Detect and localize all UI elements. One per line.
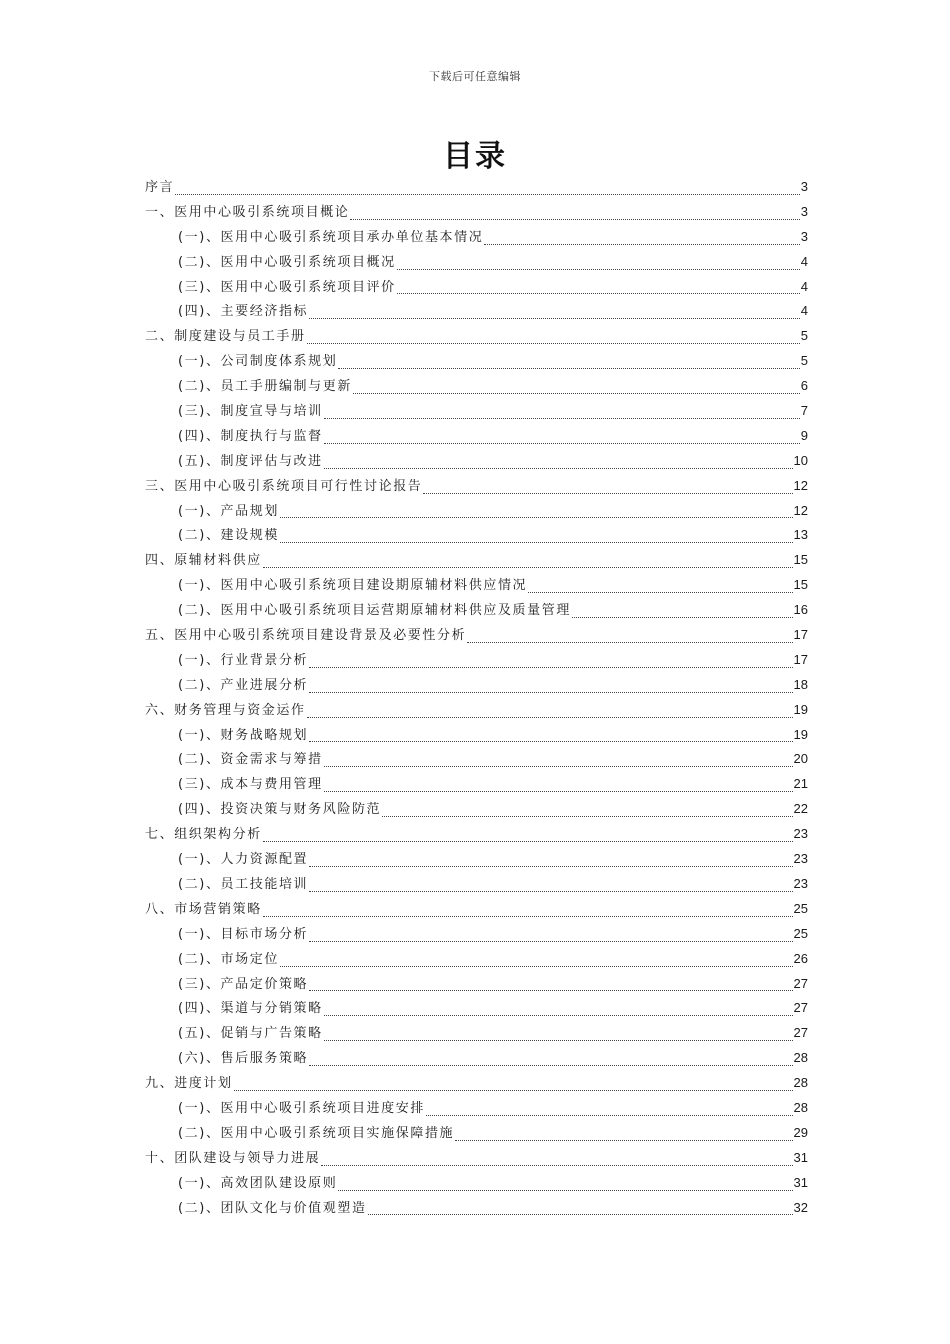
toc-entry-label: (一)、目标市场分析: [178, 926, 309, 942]
toc-entry-page-number: 19: [793, 701, 808, 717]
toc-entry[interactable]: [145, 599, 808, 624]
toc-entry-page-number: 25: [793, 925, 808, 941]
toc-dot-leader: [309, 741, 792, 742]
toc-entry[interactable]: [145, 649, 808, 674]
toc-entry-page-number: 27: [793, 975, 808, 991]
toc-entry-page-number: 4: [800, 303, 808, 319]
toc-entry-page-number: 9: [800, 427, 808, 443]
toc-entry-label: (三)、制度宣导与培训: [178, 404, 323, 420]
toc-entry-label: (五)、制度评估与改进: [178, 453, 323, 469]
toc-dot-leader: [309, 866, 792, 867]
toc-dot-leader: [307, 343, 800, 344]
toc-entry-label: (一)、医用中心吸引系统项目建设期原辅材料供应情况: [178, 578, 528, 594]
toc-entry-page-number: 29: [793, 1124, 808, 1140]
toc-entry-label: 五、医用中心吸引系统项目建设背景及必要性分析: [145, 628, 467, 644]
toc-entry[interactable]: [145, 325, 808, 350]
toc-entry-label: (四)、制度执行与监督: [178, 428, 323, 444]
toc-entry-page-number: 12: [793, 477, 808, 493]
toc-entry[interactable]: [145, 948, 808, 973]
table-of-contents: [145, 176, 808, 1221]
toc-entry-page-number: 5: [800, 328, 808, 344]
toc-entry-label: (一)、产品规划: [178, 503, 279, 519]
toc-dot-leader: [280, 517, 793, 518]
toc-dot-leader: [175, 194, 800, 195]
toc-dot-leader: [309, 941, 792, 942]
toc-entry[interactable]: [145, 400, 808, 425]
toc-entry[interactable]: [145, 176, 808, 201]
toc-entry[interactable]: [145, 923, 808, 948]
toc-entry[interactable]: [145, 300, 808, 325]
toc-entry-page-number: 28: [793, 1050, 808, 1066]
toc-entry[interactable]: [145, 823, 808, 848]
toc-dot-leader: [455, 1140, 792, 1141]
toc-entry-label: 一、医用中心吸引系统项目概论: [145, 204, 350, 220]
toc-dot-leader: [324, 766, 793, 767]
toc-entry-label: (一)、高效团队建设原则: [178, 1175, 338, 1191]
toc-entry-page-number: 27: [793, 1025, 808, 1041]
toc-entry-page-number: 26: [793, 950, 808, 966]
toc-entry-page-number: 10: [793, 452, 808, 468]
toc-entry[interactable]: [145, 475, 808, 500]
toc-dot-leader: [338, 368, 799, 369]
toc-entry-page-number: 31: [793, 1174, 808, 1190]
toc-entry[interactable]: [145, 201, 808, 226]
toc-dot-leader: [321, 1165, 792, 1166]
toc-entry[interactable]: [145, 699, 808, 724]
toc-dot-leader: [324, 468, 793, 469]
toc-entry-page-number: 4: [800, 253, 808, 269]
toc-entry-page-number: 15: [793, 552, 808, 568]
toc-entry[interactable]: [145, 276, 808, 301]
toc-dot-leader: [309, 318, 800, 319]
toc-entry-label: (四)、主要经济指标: [178, 304, 309, 320]
toc-dot-leader: [280, 542, 793, 543]
toc-entry[interactable]: [145, 1172, 808, 1197]
toc-dot-leader: [280, 966, 793, 967]
toc-entry-page-number: 3: [800, 228, 808, 244]
toc-entry[interactable]: [145, 226, 808, 251]
toc-entry[interactable]: [145, 500, 808, 525]
toc-entry[interactable]: [145, 898, 808, 923]
toc-entry-label: 四、原辅材料供应: [145, 553, 262, 569]
toc-dot-leader: [528, 592, 792, 593]
toc-entry-page-number: 27: [793, 1000, 808, 1016]
toc-entry-label: (二)、医用中心吸引系统项目实施保障措施: [178, 1125, 455, 1141]
toc-entry[interactable]: [145, 973, 808, 998]
toc-dot-leader: [382, 816, 792, 817]
page-title: 目录: [443, 139, 507, 174]
toc-entry[interactable]: [145, 1097, 808, 1122]
toc-entry-label: (三)、成本与费用管理: [178, 777, 323, 793]
toc-entry-page-number: 23: [793, 875, 808, 891]
toc-dot-leader: [397, 293, 800, 294]
toc-entry-label: (六)、售后服务策略: [178, 1051, 309, 1067]
toc-entry-page-number: 13: [793, 527, 808, 543]
toc-entry[interactable]: [145, 350, 808, 375]
toc-dot-leader: [324, 418, 800, 419]
toc-entry-label: (一)、公司制度体系规划: [178, 354, 338, 370]
toc-entry-page-number: 6: [800, 378, 808, 394]
toc-entry-page-number: 5: [800, 353, 808, 369]
toc-entry-label: (一)、财务战略规划: [178, 727, 309, 743]
toc-entry-label: (二)、医用中心吸引系统项目运营期原辅材料供应及质量管理: [178, 603, 571, 619]
toc-dot-leader: [324, 443, 800, 444]
toc-entry-page-number: 16: [793, 602, 808, 618]
toc-entry[interactable]: [145, 773, 808, 798]
toc-entry[interactable]: [145, 1072, 808, 1097]
toc-entry[interactable]: [145, 724, 808, 749]
toc-entry[interactable]: [145, 1047, 808, 1072]
toc-entry[interactable]: [145, 375, 808, 400]
toc-entry[interactable]: [145, 798, 808, 823]
toc-entry-page-number: 17: [793, 651, 808, 667]
toc-entry-page-number: 31: [793, 1149, 808, 1165]
toc-entry-label: (一)、医用中心吸引系统项目进度安排: [178, 1100, 425, 1116]
toc-entry[interactable]: [145, 425, 808, 450]
toc-entry-label: (五)、促销与广告策略: [178, 1026, 323, 1042]
toc-dot-leader: [397, 269, 800, 270]
toc-entry[interactable]: [145, 450, 808, 475]
toc-entry-label: (四)、投资决策与财务风险防范: [178, 802, 382, 818]
toc-entry-label: (二)、员工手册编制与更新: [178, 379, 352, 395]
toc-entry-label: (二)、团队文化与价值观塑造: [178, 1200, 367, 1216]
toc-entry[interactable]: [145, 997, 808, 1022]
toc-dot-leader: [324, 1040, 793, 1041]
toc-dot-leader: [423, 493, 792, 494]
toc-entry-label: (二)、建设规模: [178, 528, 279, 544]
toc-entry-label: 七、组织架构分析: [145, 827, 262, 843]
toc-entry[interactable]: [145, 873, 808, 898]
toc-dot-leader: [309, 990, 792, 991]
toc-entry-page-number: 3: [800, 179, 808, 194]
toc-entry-page-number: 15: [793, 577, 808, 593]
toc-entry-page-number: 19: [793, 726, 808, 742]
toc-entry-page-number: 25: [793, 900, 808, 916]
toc-entry-label: (二)、市场定位: [178, 951, 279, 967]
toc-dot-leader: [484, 244, 799, 245]
toc-entry-page-number: 3: [800, 203, 808, 219]
toc-entry-page-number: 23: [793, 851, 808, 867]
toc-entry[interactable]: [145, 674, 808, 699]
toc-dot-leader: [307, 717, 793, 718]
toc-entry-label: (一)、人力资源配置: [178, 852, 309, 868]
toc-entry-label: 序言: [145, 180, 175, 195]
toc-entry[interactable]: [145, 574, 808, 599]
toc-entry[interactable]: [145, 848, 808, 873]
toc-dot-leader: [263, 841, 793, 842]
toc-entry-page-number: 12: [793, 502, 808, 518]
toc-entry[interactable]: [145, 1197, 808, 1222]
toc-dot-leader: [263, 567, 793, 568]
toc-entry-label: 三、医用中心吸引系统项目可行性讨论报告: [145, 478, 423, 494]
toc-dot-leader: [263, 916, 793, 917]
toc-dot-leader: [324, 791, 793, 792]
toc-entry-label: (二)、医用中心吸引系统项目概况: [178, 254, 396, 270]
toc-entry[interactable]: [145, 524, 808, 549]
toc-entry-label: 九、进度计划: [145, 1076, 233, 1092]
toc-entry-label: (三)、产品定价策略: [178, 976, 309, 992]
toc-entry-label: 二、制度建设与员工手册: [145, 329, 306, 345]
toc-dot-leader: [338, 1190, 792, 1191]
toc-entry[interactable]: [145, 1122, 808, 1147]
toc-entry-label: (一)、医用中心吸引系统项目承办单位基本情况: [178, 229, 484, 245]
toc-entry-page-number: 4: [800, 278, 808, 294]
toc-entry-label: (二)、产业进展分析: [178, 677, 309, 693]
toc-entry-page-number: 21: [793, 776, 808, 792]
toc-entry-page-number: 18: [793, 676, 808, 692]
toc-entry[interactable]: [145, 549, 808, 574]
toc-dot-leader: [572, 617, 793, 618]
toc-dot-leader: [368, 1214, 793, 1215]
toc-dot-leader: [234, 1090, 793, 1091]
toc-entry-page-number: 7: [800, 403, 808, 419]
toc-entry-label: 八、市场营销策略: [145, 901, 262, 917]
toc-entry-page-number: 17: [793, 627, 808, 643]
toc-entry-label: (一)、行业背景分析: [178, 652, 309, 668]
toc-dot-leader: [324, 1015, 793, 1016]
toc-entry-label: 六、财务管理与资金运作: [145, 702, 306, 718]
toc-entry-page-number: 22: [793, 801, 808, 817]
toc-dot-leader: [426, 1115, 793, 1116]
toc-dot-leader: [309, 891, 792, 892]
toc-entry[interactable]: [145, 251, 808, 276]
toc-entry-page-number: 32: [793, 1199, 808, 1215]
toc-dot-leader: [467, 642, 792, 643]
toc-entry-label: (二)、员工技能培训: [178, 876, 309, 892]
toc-dot-leader: [309, 667, 792, 668]
toc-entry-label: (三)、医用中心吸引系统项目评价: [178, 279, 396, 295]
toc-entry-label: 十、团队建设与领导力进展: [145, 1150, 321, 1166]
toc-entry-page-number: 20: [793, 751, 808, 767]
toc-entry-page-number: 28: [793, 1075, 808, 1091]
toc-dot-leader: [350, 219, 799, 220]
toc-entry[interactable]: [145, 748, 808, 773]
toc-dot-leader: [309, 1065, 792, 1066]
toc-entry[interactable]: [145, 1022, 808, 1047]
toc-entry-page-number: 28: [793, 1099, 808, 1115]
toc-entry[interactable]: [145, 624, 808, 649]
toc-entry-label: (二)、资金需求与筹措: [178, 752, 323, 768]
toc-entry[interactable]: [145, 1147, 808, 1172]
toc-entry-page-number: 23: [793, 826, 808, 842]
toc-entry-label: (四)、渠道与分销策略: [178, 1001, 323, 1017]
page-header: 下载后可任意编辑: [429, 70, 521, 83]
toc-dot-leader: [353, 393, 800, 394]
toc-dot-leader: [309, 692, 792, 693]
